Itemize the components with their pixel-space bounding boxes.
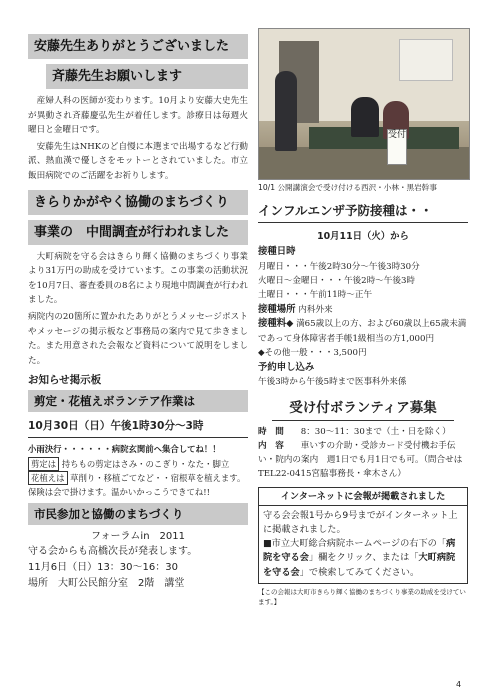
- forum-line-3: 場所 大町公民館分室 2階 講堂: [28, 577, 185, 589]
- section2-paragraph-2: 病院内の20箇所に置かれたありがとうメッセージポストやメッセージの掲示板など事務局の案内で見て歩きました。また用意された会報など資料について説明をしました。: [28, 311, 248, 366]
- forum-line-1: 守る会からも高橋次長が発表します。: [28, 545, 198, 557]
- flu-schedule-row: 土曜日・・・午前11時～正午: [258, 290, 373, 301]
- section2-subtitle: 事業の 中間調査が行われました: [28, 220, 248, 245]
- pruning-title: 剪定・花植えボランテア作業は: [28, 390, 248, 412]
- volunteer-time: [258, 425, 468, 439]
- flu-place-heading: 接種場所: [258, 303, 296, 315]
- section1-paragraph-2: 安藤先生はNHKのど自慢に本選まで出場するなど行動派、熱血漢で優しさをモットーとされていました。市立飯田病院でのご活躍をお祈りします。: [28, 141, 248, 181]
- insurance-note: 保険は会で掛けます。温かいかっこうできてね!!: [28, 486, 210, 497]
- flu-schedule-heading: 接種日時: [258, 246, 296, 257]
- section1-paragraph-1: 産婦人科の医師が変わります。10月より安藤大史先生が異動され斉藤慶弘先生が着任します。診療日は毎週火曜日と金曜日です。: [28, 96, 248, 136]
- section1-title: 安藤先生ありがとうございました: [28, 34, 248, 59]
- internet-notice-heading: インターネットに会報が掲載されました: [259, 488, 467, 506]
- volunteer-content: [258, 439, 468, 481]
- internet-notice-line-1: 守る会会報1号から9号までがインターネット上に掲載されました。: [263, 509, 458, 536]
- volunteer-time-value: 8：30～11：30まで（土・日を除く）: [300, 426, 451, 437]
- notice-board-shape: [399, 39, 453, 81]
- reception-sign: 受付: [387, 129, 407, 165]
- flu-fee-heading: 接種料◆: [258, 318, 294, 330]
- planting-item: [28, 471, 248, 485]
- planting-label: 花植えは: [28, 471, 68, 485]
- pruning-label: 剪定は: [28, 457, 59, 471]
- flu-reserve-value: 午後3時から午後5時まで医事科外来係: [258, 377, 407, 388]
- volunteer-content-value: 車いすの介助・受診カード受付機お手伝い・院内の案内 週1日でも月1日でも可。（問合せはTEL22-0415宮脇事務長・傘木さん）: [258, 440, 463, 479]
- section2-paragraph-1: 大町病院を守る会はきらり輝く協働のまちづくり事業より31万円の助成を受けています。この事業の活動状況を10月7日、審査委員の8名により現地中間調査が行われました。: [28, 251, 248, 306]
- search-term-text: 大町病院を守る会: [263, 552, 456, 578]
- section2-title: きらりかがやく協働のまちづくり: [28, 190, 248, 215]
- rain-notice: 小雨決行・・・・・・病院玄関前へ集合してね！！: [28, 444, 221, 455]
- photo-caption: 10/1 公開講演会で受け付ける西沢・小林・黒岩幹事: [258, 183, 437, 192]
- right-column: [258, 28, 468, 607]
- left-column: [28, 34, 248, 592]
- forum-line-2: 11月6日（日）13：30～16：30: [28, 561, 178, 573]
- flu-fee-other: ◆その他一般・・・3,500円: [258, 348, 367, 359]
- planting-text: 草削り・移植ごてなど・・宿根草を植えます。: [70, 473, 246, 484]
- internet-notice-line-2: ■市立大町総合病院ホームページの右下の「病院を守る会」欄をクリック、または「大町病院を守る会」で検索してみてください。: [263, 538, 456, 578]
- flu-schedule-row: 月曜日・・・午後2時30分～午後3時30分: [258, 261, 420, 272]
- pruning-date: 10月30日（日）午後1時30分～3時: [28, 417, 248, 438]
- flu-place-value: 内科外来: [298, 304, 333, 315]
- forum-title: 市民参加と協働のまちづくり: [28, 503, 248, 525]
- forum-name: フォーラムin 2011: [91, 530, 185, 542]
- volunteer-time-key: 時 間: [258, 426, 284, 437]
- funding-footnote: 【この会報は大町市きらり輝く協働のまちづくり事業の助成を受けています。】: [258, 587, 466, 606]
- site-link-text[interactable]: 病院を守る会: [263, 538, 456, 564]
- volunteer-content-key: 内 容: [258, 440, 284, 451]
- section1-subtitle: 斉藤先生お願いします: [46, 64, 248, 89]
- reception-photo: [258, 28, 470, 180]
- volunteer-title: 受け付ボランティア募集: [272, 398, 454, 421]
- flu-place: [258, 303, 468, 318]
- flu-fee: [258, 317, 468, 346]
- pruning-text: 持ちもの剪定はさみ・のこぎり・なた・脚立: [61, 458, 230, 469]
- page-number: 4: [456, 680, 462, 689]
- internet-notice-body: [259, 506, 467, 583]
- flu-title: インフルエンザ予防接種は・・: [258, 202, 468, 223]
- internet-notice-box: [258, 487, 468, 584]
- pruning-item: [28, 457, 248, 471]
- flu-start-date: 10月11日（火）から: [317, 231, 409, 242]
- flu-schedule-row: 火曜日～金曜日・・・午後2時～午後3時: [258, 276, 416, 286]
- flu-reserve-heading: 予約申し込み: [258, 361, 315, 373]
- notice-heading: お知らせ掲示板: [28, 374, 102, 387]
- flu-fee-value: 満65歳以上の方、および60歳以上65歳未満であって身体障害者手帳1級相当の方1,000円: [258, 319, 467, 344]
- seated-person-shape: [351, 97, 379, 137]
- standing-person-shape: [275, 71, 297, 151]
